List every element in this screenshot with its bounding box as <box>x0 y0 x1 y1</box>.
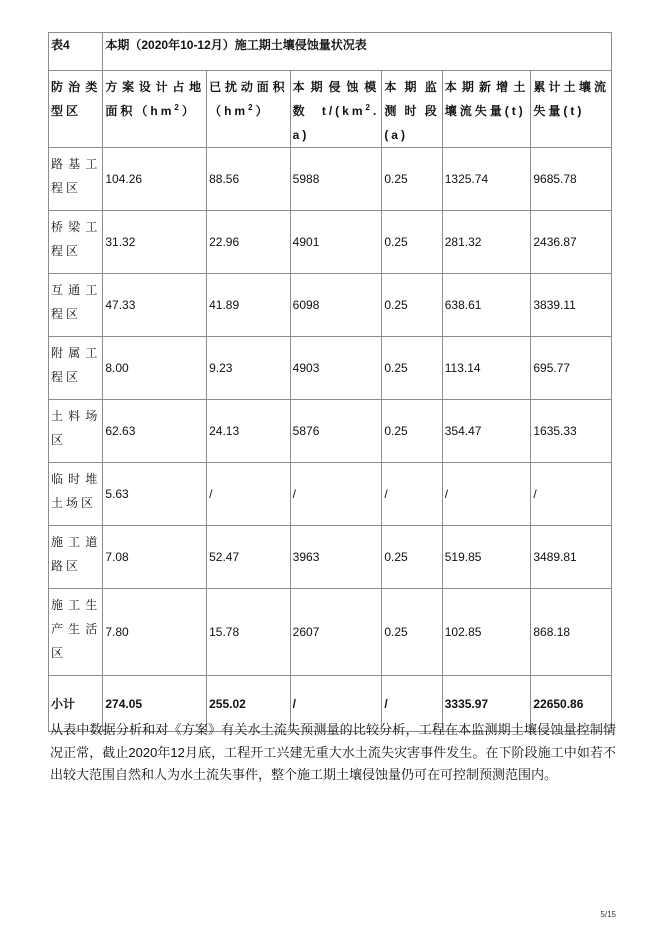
column-header: 本期新增土壤流失量(t) <box>442 71 531 148</box>
value-cell: 47.33 <box>103 274 207 337</box>
table-row <box>49 400 612 463</box>
value-cell: 0.25 <box>382 148 442 211</box>
value-cell: 104.26 <box>103 148 207 211</box>
table-row <box>49 274 612 337</box>
table-row <box>49 589 612 676</box>
zone-name-cell: 互通工程区 <box>49 274 103 337</box>
value-cell: 9.23 <box>207 337 291 400</box>
value-cell: 519.85 <box>442 526 531 589</box>
header-superscript: 2 <box>174 103 182 112</box>
value-cell: 0.25 <box>382 526 442 589</box>
value-cell: 6098 <box>290 274 382 337</box>
column-header: 本期监测时段(a) <box>382 71 442 148</box>
column-header: 本期侵蚀模数$t/(km^2.a)$ <box>290 71 382 148</box>
total-value-cell: / <box>290 676 382 732</box>
value-cell: 24.13 <box>207 400 291 463</box>
header-unit-tail: ） <box>255 104 271 118</box>
value-cell: 31.32 <box>103 211 207 274</box>
value-cell: 41.89 <box>207 274 291 337</box>
value-cell: / <box>531 463 612 526</box>
value-cell: 5.63 <box>103 463 207 526</box>
table-row <box>49 526 612 589</box>
total-value-cell: 3335.97 <box>442 676 531 732</box>
value-cell: 868.18 <box>531 589 612 676</box>
header-superscript: 2 <box>248 103 256 112</box>
value-cell: 3963 <box>290 526 382 589</box>
header-unit-tail: .a) <box>292 104 380 142</box>
value-cell: / <box>207 463 291 526</box>
page-number: 5/15 <box>600 910 616 919</box>
header-unit-tail: ） <box>181 104 197 118</box>
table-row <box>49 463 612 526</box>
value-cell: 638.61 <box>442 274 531 337</box>
value-cell: 7.80 <box>103 589 207 676</box>
erosion-table <box>48 32 612 732</box>
value-cell: 0.25 <box>382 337 442 400</box>
value-cell: 102.85 <box>442 589 531 676</box>
value-cell: 5988 <box>290 148 382 211</box>
zone-name-cell: 附属工程区 <box>49 337 103 400</box>
table-label: 表4 <box>49 33 103 71</box>
table-row <box>49 337 612 400</box>
value-cell: 8.00 <box>103 337 207 400</box>
value-cell: 0.25 <box>382 211 442 274</box>
total-value-cell: 274.05 <box>103 676 207 732</box>
table-row <box>49 211 612 274</box>
zone-name-cell: 临时堆土场区 <box>49 463 103 526</box>
column-header: 已扰动面积$(hm^2)$ <box>207 71 291 148</box>
zone-name-cell: 路基工程区 <box>49 148 103 211</box>
table-title: 本期（2020年10-12月）施工期土壤侵蚀量状况表 <box>103 33 612 71</box>
table-row <box>49 148 612 211</box>
value-cell: 354.47 <box>442 400 531 463</box>
value-cell: 2436.87 <box>531 211 612 274</box>
value-cell: / <box>382 463 442 526</box>
table-header-row <box>49 71 612 148</box>
value-cell: 7.08 <box>103 526 207 589</box>
total-value-cell: 255.02 <box>207 676 291 732</box>
value-cell: 62.63 <box>103 400 207 463</box>
total-value-cell: / <box>382 676 442 732</box>
zone-name-cell: 土料场区 <box>49 400 103 463</box>
value-cell: 0.25 <box>382 274 442 337</box>
value-cell: / <box>442 463 531 526</box>
value-cell: 5876 <box>290 400 382 463</box>
value-cell: 1635.33 <box>531 400 612 463</box>
value-cell: 113.14 <box>442 337 531 400</box>
value-cell: 695.77 <box>531 337 612 400</box>
table-title-row <box>49 33 612 71</box>
value-cell: 88.56 <box>207 148 291 211</box>
value-cell: 2607 <box>290 589 382 676</box>
analysis-paragraph: 从表中数据分析和对《方案》有关水土流失预测量的比较分析，工程在本监测期土壤侵蚀量控制情况正常，截止2020年12月底，工程开工兴建无重大水土流失灾害事件发生。在下阶段施工中如若不出较大范围自然和人为水土流失事件，整个施工期土壤侵蚀量仍可在可控制预测范围内。 <box>50 722 616 782</box>
value-cell: 22.96 <box>207 211 291 274</box>
zone-name-cell: 施工道路区 <box>49 526 103 589</box>
total-label-cell: 小计 <box>49 676 103 732</box>
column-header: 防治类型区 <box>49 71 103 148</box>
value-cell: 1325.74 <box>442 148 531 211</box>
zone-name-cell: 施工生产生活区 <box>49 589 103 676</box>
value-cell: 3489.81 <box>531 526 612 589</box>
column-header: 累计土壤流失量(t) <box>531 71 612 148</box>
zone-name-cell: 桥梁工程区 <box>49 211 103 274</box>
value-cell: 0.25 <box>382 589 442 676</box>
header-superscript: 2 <box>365 103 373 112</box>
value-cell: 4903 <box>290 337 382 400</box>
value-cell: 15.78 <box>207 589 291 676</box>
value-cell: 281.32 <box>442 211 531 274</box>
value-cell: 3839.11 <box>531 274 612 337</box>
column-header: 方案设计占地面积$(hm^2)$ <box>103 71 207 148</box>
value-cell: 0.25 <box>382 400 442 463</box>
value-cell: 52.47 <box>207 526 291 589</box>
value-cell: 4901 <box>290 211 382 274</box>
value-cell: / <box>290 463 382 526</box>
value-cell: 9685.78 <box>531 148 612 211</box>
total-value-cell: 22650.86 <box>531 676 612 732</box>
